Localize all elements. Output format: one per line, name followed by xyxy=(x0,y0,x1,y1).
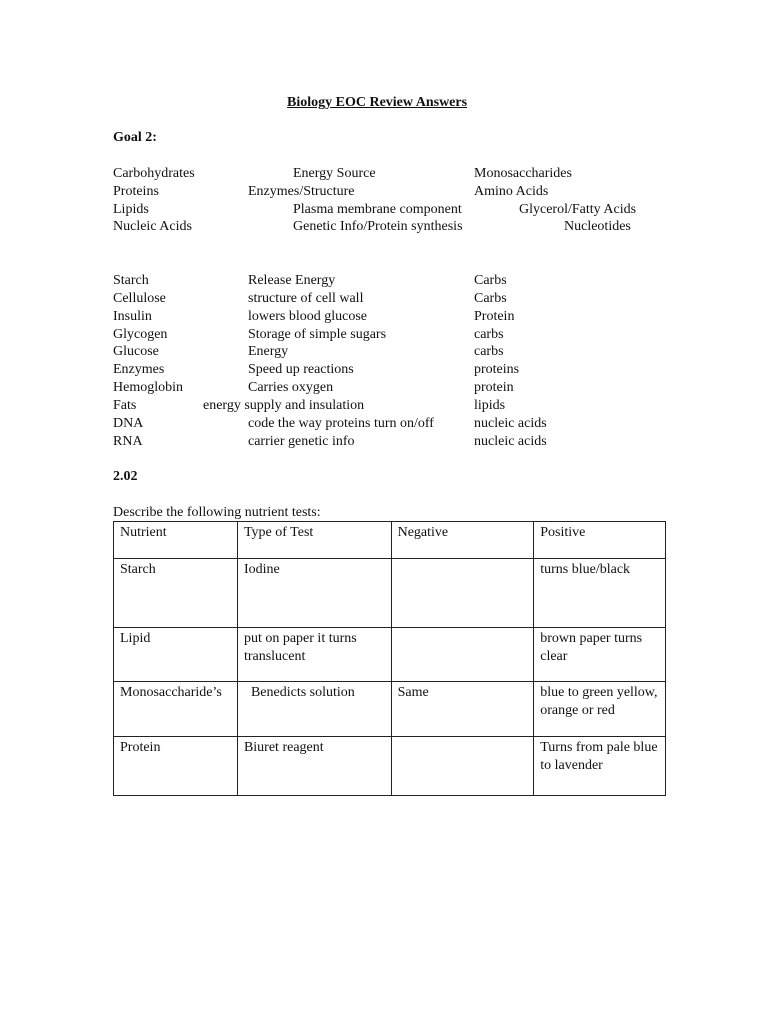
molecule-class: Carbs xyxy=(474,273,507,288)
table-row xyxy=(114,737,666,796)
page-title: Biology EOC Review Answers xyxy=(287,95,468,110)
table-row xyxy=(114,559,666,628)
table-cell xyxy=(391,628,534,682)
molecule-function: Carries oxygen xyxy=(248,380,334,395)
table-header-cell: Type of Test xyxy=(237,522,391,559)
table-cell: Turns from pale blue to lavender xyxy=(534,737,666,796)
goal-row-term: Proteins xyxy=(113,184,159,199)
goal-row-function: Energy Source xyxy=(293,166,376,181)
molecule-function: energy supply and insulation xyxy=(203,398,365,413)
table-cell xyxy=(391,559,534,628)
goal-row-function: Plasma membrane component xyxy=(293,202,462,217)
table-cell xyxy=(391,737,534,796)
molecule-function: Storage of simple sugars xyxy=(248,327,387,342)
molecule-class: lipids xyxy=(474,398,506,413)
goal-heading: Goal 2: xyxy=(113,130,157,145)
molecule-name: Starch xyxy=(113,273,149,288)
goal-row-monomer: Glycerol/Fatty Acids xyxy=(519,202,637,217)
goal-row-term: Lipids xyxy=(113,202,149,217)
table-intro: Describe the following nutrient tests: xyxy=(113,505,321,520)
molecule-name: Insulin xyxy=(113,309,152,324)
molecule-function: Release Energy xyxy=(248,273,336,288)
molecule-class: carbs xyxy=(474,327,504,342)
table-header-cell: Negative xyxy=(391,522,534,559)
goal-row-function: Enzymes/Structure xyxy=(248,184,355,199)
table-row xyxy=(114,628,666,682)
molecule-name: RNA xyxy=(113,434,143,449)
molecule-name: DNA xyxy=(113,416,144,431)
molecule-function: structure of cell wall xyxy=(248,291,364,306)
goal-row-term: Carbohydrates xyxy=(113,166,195,181)
molecule-function: lowers blood glucose xyxy=(248,309,367,324)
molecule-class: carbs xyxy=(474,344,504,359)
table-cell: Monosaccharide’s xyxy=(114,682,238,737)
molecule-class: nucleic acids xyxy=(474,434,547,449)
table-cell: Iodine xyxy=(237,559,391,628)
table-cell: Protein xyxy=(114,737,238,796)
table-header-cell: Nutrient xyxy=(114,522,238,559)
table-cell: put on paper it turns translucent xyxy=(237,628,391,682)
section-heading: 2.02 xyxy=(113,469,138,484)
molecule-function: Energy xyxy=(248,344,289,359)
table-cell: Lipid xyxy=(114,628,238,682)
table-cell: Benedicts solution xyxy=(237,682,391,737)
molecule-name: Fats xyxy=(113,398,137,413)
molecule-name: Hemoglobin xyxy=(113,380,183,395)
goal-row-monomer: Monosaccharides xyxy=(474,166,572,181)
molecule-function: Speed up reactions xyxy=(248,362,354,377)
molecule-function: carrier genetic info xyxy=(248,434,355,449)
goal-row-function: Genetic Info/Protein synthesis xyxy=(293,219,463,234)
molecule-function: code the way proteins turn on/off xyxy=(248,416,434,431)
molecule-name: Glycogen xyxy=(113,327,168,342)
nutrient-test-table xyxy=(113,521,666,796)
molecule-name: Enzymes xyxy=(113,362,165,377)
table-row xyxy=(114,682,666,737)
table-cell: Biuret reagent xyxy=(237,737,391,796)
molecule-class: Protein xyxy=(474,309,515,324)
molecule-class: proteins xyxy=(474,362,520,377)
molecule-class: nucleic acids xyxy=(474,416,547,431)
goal-row-monomer: Amino Acids xyxy=(474,184,549,199)
table-cell: Same xyxy=(391,682,534,737)
table-cell: Starch xyxy=(114,559,238,628)
table-cell: blue to green yellow, orange or red xyxy=(534,682,666,737)
goal-row-term: Nucleic Acids xyxy=(113,219,192,234)
molecule-name: Cellulose xyxy=(113,291,166,306)
table-cell: brown paper turns clear xyxy=(534,628,666,682)
table-header-cell: Positive xyxy=(534,522,666,559)
molecule-class: Carbs xyxy=(474,291,507,306)
table-header-row xyxy=(114,522,666,559)
molecule-name: Glucose xyxy=(113,344,159,359)
goal-row-monomer: Nucleotides xyxy=(564,219,631,234)
table-cell: turns blue/black xyxy=(534,559,666,628)
molecule-class: protein xyxy=(474,380,514,395)
